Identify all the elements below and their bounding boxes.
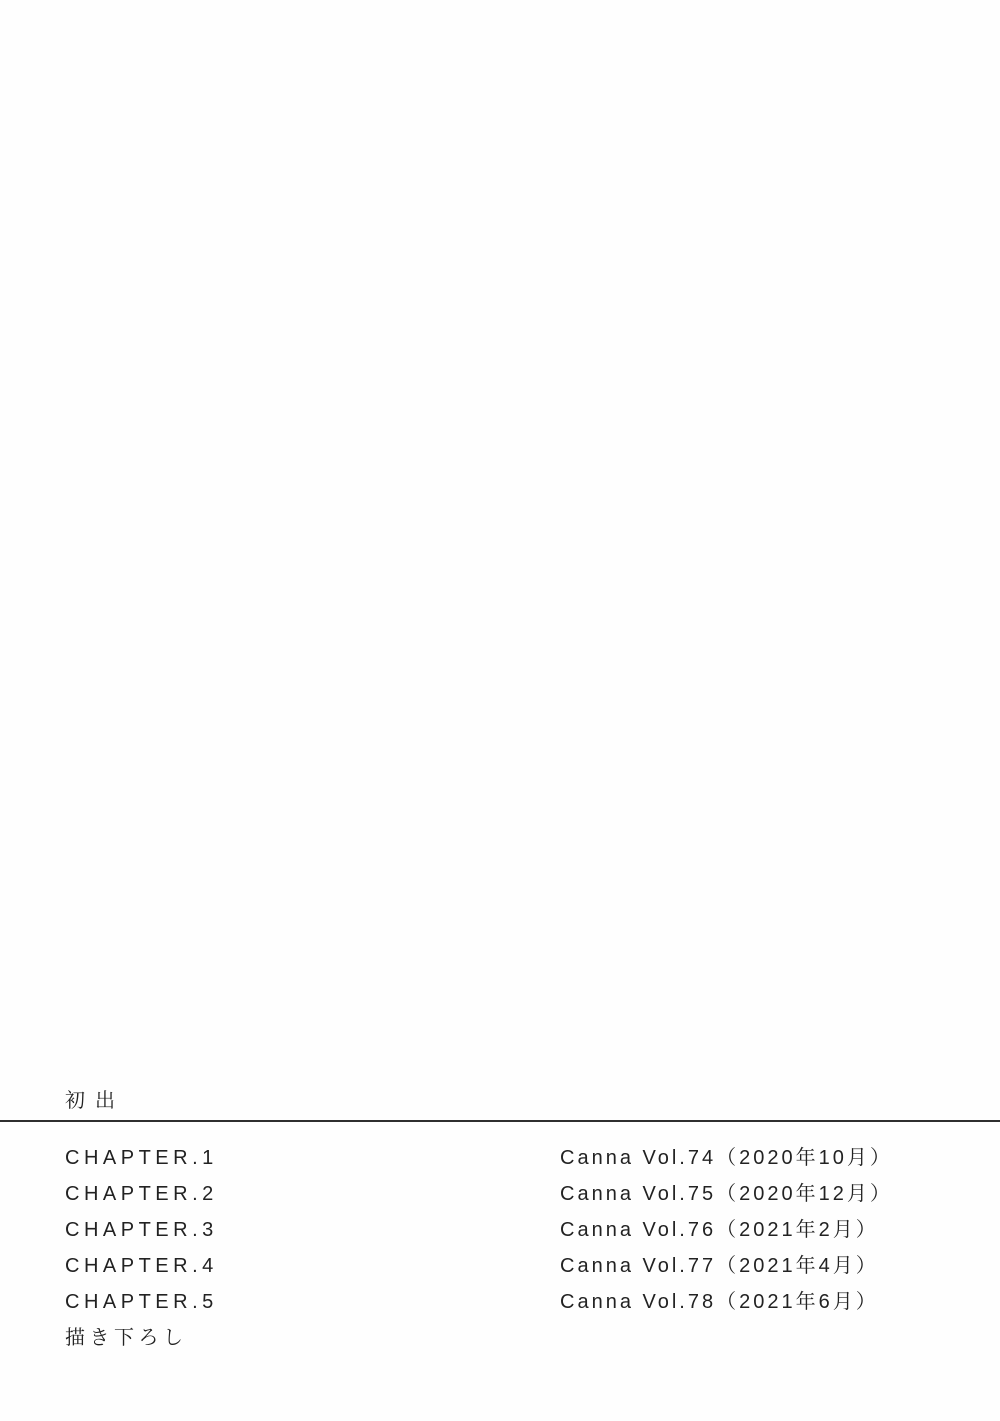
publication-source: Canna Vol.74（2020年10月） (560, 1147, 893, 1169)
chapter-label: CHAPTER.3 (65, 1219, 218, 1241)
publication-source: Canna Vol.78（2021年6月） (560, 1291, 879, 1313)
publication-list (0, 1148, 1000, 1364)
publication-row (0, 1184, 1000, 1220)
heading-divider-rule (0, 1120, 1000, 1122)
first-publication-heading: 初出 (65, 1090, 125, 1112)
chapter-label: CHAPTER.4 (65, 1255, 218, 1277)
publication-row (0, 1292, 1000, 1328)
publication-row (0, 1328, 1000, 1364)
chapter-label: CHAPTER.1 (65, 1147, 218, 1169)
publication-row (0, 1148, 1000, 1184)
publication-source: Canna Vol.76（2021年2月） (560, 1219, 879, 1241)
chapter-label: CHAPTER.2 (65, 1183, 218, 1205)
publication-source: Canna Vol.75（2020年12月） (560, 1183, 893, 1205)
publication-source: Canna Vol.77（2021年4月） (560, 1255, 879, 1277)
publication-row (0, 1220, 1000, 1256)
publication-row (0, 1256, 1000, 1292)
chapter-label: CHAPTER.5 (65, 1291, 218, 1313)
chapter-label: 描き下ろし (65, 1327, 188, 1349)
